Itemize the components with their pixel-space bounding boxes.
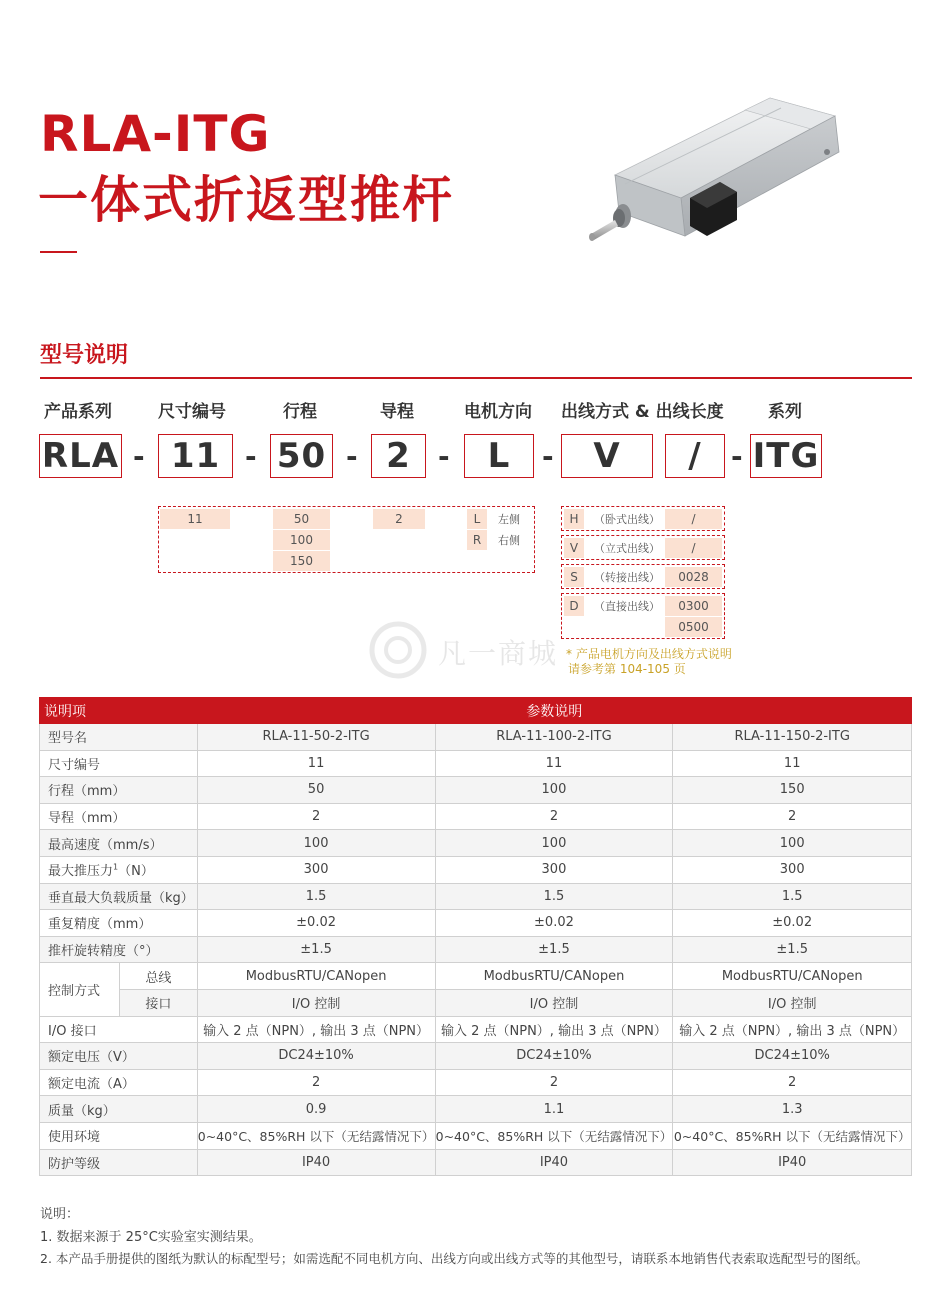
option-stroke-50: 50 bbox=[273, 509, 330, 529]
title-divider bbox=[40, 251, 77, 253]
cell-value: ±0.02 bbox=[197, 910, 435, 937]
cell-value: 2 bbox=[197, 803, 435, 830]
section-divider bbox=[40, 377, 912, 379]
option-cable-desc-h: （卧式出线） bbox=[594, 513, 660, 526]
option-cable-code-s: S bbox=[564, 567, 584, 587]
row-label: 行程（mm） bbox=[40, 777, 198, 804]
cell-value: DC24±10% bbox=[673, 1043, 912, 1070]
header-params: 参数说明 bbox=[197, 698, 911, 724]
cell-value: 2 bbox=[435, 803, 673, 830]
option-stroke-150: 150 bbox=[273, 551, 330, 571]
option-cable-code-d: D bbox=[564, 596, 584, 616]
cell-value: I/O 控制 bbox=[435, 989, 673, 1016]
option-motor-dir-code-r: R bbox=[467, 530, 487, 550]
cell-value: 2 bbox=[673, 803, 912, 830]
cell-value: 2 bbox=[673, 1069, 912, 1096]
code-segment-series: RLA bbox=[39, 434, 122, 478]
cable-note-line1: * 产品电机方向及出线方式说明 bbox=[566, 647, 732, 661]
cell-value: IP40 bbox=[435, 1149, 673, 1176]
code-separator: - bbox=[438, 439, 450, 473]
label-size-code: 尺寸编号 bbox=[158, 402, 226, 422]
table-row bbox=[40, 830, 912, 857]
cell-value: 1.5 bbox=[435, 883, 673, 910]
row-label: 型号名 bbox=[40, 724, 198, 751]
row-label: 防护等级 bbox=[40, 1149, 198, 1176]
cell-value: ModbusRTU/CANopen bbox=[197, 963, 435, 990]
cell-value: 1.3 bbox=[673, 1096, 912, 1123]
label-motor-direction: 电机方向 bbox=[464, 402, 532, 422]
cell-value: 输入 2 点（NPN）, 输出 3 点（NPN） bbox=[673, 1016, 912, 1043]
cell-value: DC24±10% bbox=[197, 1043, 435, 1070]
code-separator: - bbox=[245, 439, 257, 473]
cell-value: 0~40°C、85%RH 以下（无结露情况下） bbox=[197, 1122, 435, 1149]
cell-value: 300 bbox=[673, 856, 912, 883]
table-row bbox=[40, 777, 912, 804]
actuator-product-image bbox=[585, 80, 850, 250]
cell-value: 1.5 bbox=[197, 883, 435, 910]
cell-value: 1.1 bbox=[435, 1096, 673, 1123]
cell-value: IP40 bbox=[197, 1149, 435, 1176]
cell-value: 11 bbox=[197, 750, 435, 777]
table-row bbox=[40, 1016, 912, 1043]
table-row bbox=[40, 883, 912, 910]
row-sublabel: 接口 bbox=[120, 989, 198, 1016]
row-label: 质量（kg） bbox=[40, 1096, 198, 1123]
row-label: 额定电流（A） bbox=[40, 1069, 198, 1096]
table-row bbox=[40, 936, 912, 963]
code-segment-lead: 2 bbox=[371, 434, 426, 478]
cell-value: 100 bbox=[435, 830, 673, 857]
option-cable-desc-d: （直接出线） bbox=[594, 600, 660, 613]
option-motor-dir-desc-left: 左侧 bbox=[498, 513, 520, 526]
table-row bbox=[40, 1122, 912, 1149]
cell-value: 0~40°C、85%RH 以下（无结露情况下） bbox=[673, 1122, 912, 1149]
code-segment-motor-direction: L bbox=[464, 434, 534, 478]
table-row bbox=[40, 1043, 912, 1070]
option-cable-desc-s: （转接出线） bbox=[594, 571, 660, 584]
cell-value: ModbusRTU/CANopen bbox=[673, 963, 912, 990]
header-item: 说明项 bbox=[40, 698, 198, 724]
row-label: 额定电压（V） bbox=[40, 1043, 198, 1070]
label-cable-method-length: 出线方式 & 出线长度 bbox=[561, 402, 724, 422]
table-row bbox=[40, 1069, 912, 1096]
title-product-name: 一体式折返型推杆 bbox=[38, 171, 454, 229]
cell-value: ±1.5 bbox=[197, 936, 435, 963]
option-size-11: 11 bbox=[160, 509, 230, 529]
table-row bbox=[40, 724, 912, 751]
cell-value: 11 bbox=[673, 750, 912, 777]
section-title-model-explanation: 型号说明 bbox=[40, 343, 129, 368]
watermark bbox=[330, 618, 590, 688]
code-segment-cable-method: V bbox=[561, 434, 653, 478]
cell-value: 0~40°C、85%RH 以下（无结露情况下） bbox=[435, 1122, 673, 1149]
option-cable-length-d-0500: 0500 bbox=[665, 617, 722, 637]
option-cable-length-h: / bbox=[665, 509, 722, 529]
cell-value: ModbusRTU/CANopen bbox=[435, 963, 673, 990]
note-2: 2. 本产品手册提供的图纸为默认的标配型号；如需选配不同电机方向、出线方向或出线方式等的其他型号，请联系本地销售代表索取选配型号的图纸。 bbox=[40, 1251, 869, 1266]
label-stroke: 行程 bbox=[283, 402, 317, 422]
cell-value: 100 bbox=[197, 830, 435, 857]
row-label: 垂直最大负载质量（kg） bbox=[40, 883, 198, 910]
option-cable-desc-v: （立式出线） bbox=[594, 542, 660, 555]
table-row bbox=[40, 856, 912, 883]
row-label: 最高速度（mm/s） bbox=[40, 830, 198, 857]
row-label: 推杆旋转精度（°） bbox=[40, 936, 198, 963]
watermark-text: 凡一商城 bbox=[438, 637, 559, 670]
code-separator: - bbox=[731, 439, 743, 473]
row-label: I/O 接口 bbox=[40, 1016, 198, 1043]
code-segment-cable-length: / bbox=[665, 434, 725, 478]
table-row bbox=[40, 803, 912, 830]
footnote-mark: 1 bbox=[113, 862, 119, 872]
option-motor-dir-code-l: L bbox=[467, 509, 487, 529]
cell-value: 2 bbox=[435, 1069, 673, 1096]
cell-value: 100 bbox=[673, 830, 912, 857]
note-1: 1. 数据来源于 25°C实验室实测结果。 bbox=[40, 1230, 262, 1245]
watermark-logo-icon bbox=[368, 620, 428, 680]
cell-value: RLA-11-100-2-ITG bbox=[435, 724, 673, 751]
option-lead-2: 2 bbox=[373, 509, 425, 529]
option-stroke-100: 100 bbox=[273, 530, 330, 550]
cell-value: 0.9 bbox=[197, 1096, 435, 1123]
cell-value: RLA-11-150-2-ITG bbox=[673, 724, 912, 751]
cell-value: ±1.5 bbox=[673, 936, 912, 963]
cell-value: 输入 2 点（NPN）, 输出 3 点（NPN） bbox=[435, 1016, 673, 1043]
row-label: 尺寸编号 bbox=[40, 750, 198, 777]
table-row bbox=[40, 750, 912, 777]
option-cable-length-s: 0028 bbox=[665, 567, 722, 587]
table-row bbox=[40, 1149, 912, 1176]
row-label: 导程（mm） bbox=[40, 803, 198, 830]
label-series: 系列 bbox=[768, 402, 802, 422]
cable-note-line2: 请参考第 104-105 页 bbox=[568, 662, 686, 676]
cell-value: 100 bbox=[435, 777, 673, 804]
cell-value: 300 bbox=[435, 856, 673, 883]
row-label-text: 最大推压力 bbox=[48, 864, 114, 880]
cell-value: 300 bbox=[197, 856, 435, 883]
notes-heading: 说明： bbox=[40, 1207, 80, 1222]
code-separator: - bbox=[346, 439, 358, 473]
cell-value: I/O 控制 bbox=[197, 989, 435, 1016]
title-model: RLA-ITG bbox=[40, 105, 271, 163]
row-label: 使用环境 bbox=[40, 1122, 198, 1149]
code-segment-stroke: 50 bbox=[270, 434, 333, 478]
cell-value: ±0.02 bbox=[435, 910, 673, 937]
cell-value: ±1.5 bbox=[435, 936, 673, 963]
table-row bbox=[40, 963, 912, 990]
code-separator: - bbox=[542, 439, 554, 473]
row-label: 重复精度（mm） bbox=[40, 910, 198, 937]
option-cable-code-h: H bbox=[564, 509, 584, 529]
cell-value: ±0.02 bbox=[673, 910, 912, 937]
cell-value: DC24±10% bbox=[435, 1043, 673, 1070]
cell-value: IP40 bbox=[673, 1149, 912, 1176]
option-motor-dir-desc-right: 右侧 bbox=[498, 534, 520, 547]
option-cable-length-v: / bbox=[665, 538, 722, 558]
label-product-series: 产品系列 bbox=[44, 402, 112, 422]
cell-value: 11 bbox=[435, 750, 673, 777]
cell-value: 输入 2 点（NPN）, 输出 3 点（NPN） bbox=[197, 1016, 435, 1043]
cell-value: 50 bbox=[197, 777, 435, 804]
label-lead: 导程 bbox=[380, 402, 414, 422]
spec-table-header bbox=[40, 698, 912, 724]
cell-value: RLA-11-50-2-ITG bbox=[197, 724, 435, 751]
code-separator: - bbox=[133, 439, 145, 473]
row-sublabel: 总线 bbox=[120, 963, 198, 990]
table-row bbox=[40, 989, 912, 1016]
cell-value: 2 bbox=[197, 1069, 435, 1096]
row-label bbox=[40, 856, 198, 883]
option-cable-length-d-0300: 0300 bbox=[665, 596, 722, 616]
code-segment-series-suffix: ITG bbox=[750, 434, 822, 478]
cell-value: I/O 控制 bbox=[673, 989, 912, 1016]
cell-value: 150 bbox=[673, 777, 912, 804]
code-segment-size: 11 bbox=[158, 434, 233, 478]
table-row bbox=[40, 1096, 912, 1123]
row-label-control: 控制方式 bbox=[40, 963, 120, 1016]
table-row bbox=[40, 910, 912, 937]
row-label-unit: （N） bbox=[118, 864, 154, 880]
cell-value: 1.5 bbox=[673, 883, 912, 910]
spec-table bbox=[39, 697, 912, 1176]
option-cable-code-v: V bbox=[564, 538, 584, 558]
